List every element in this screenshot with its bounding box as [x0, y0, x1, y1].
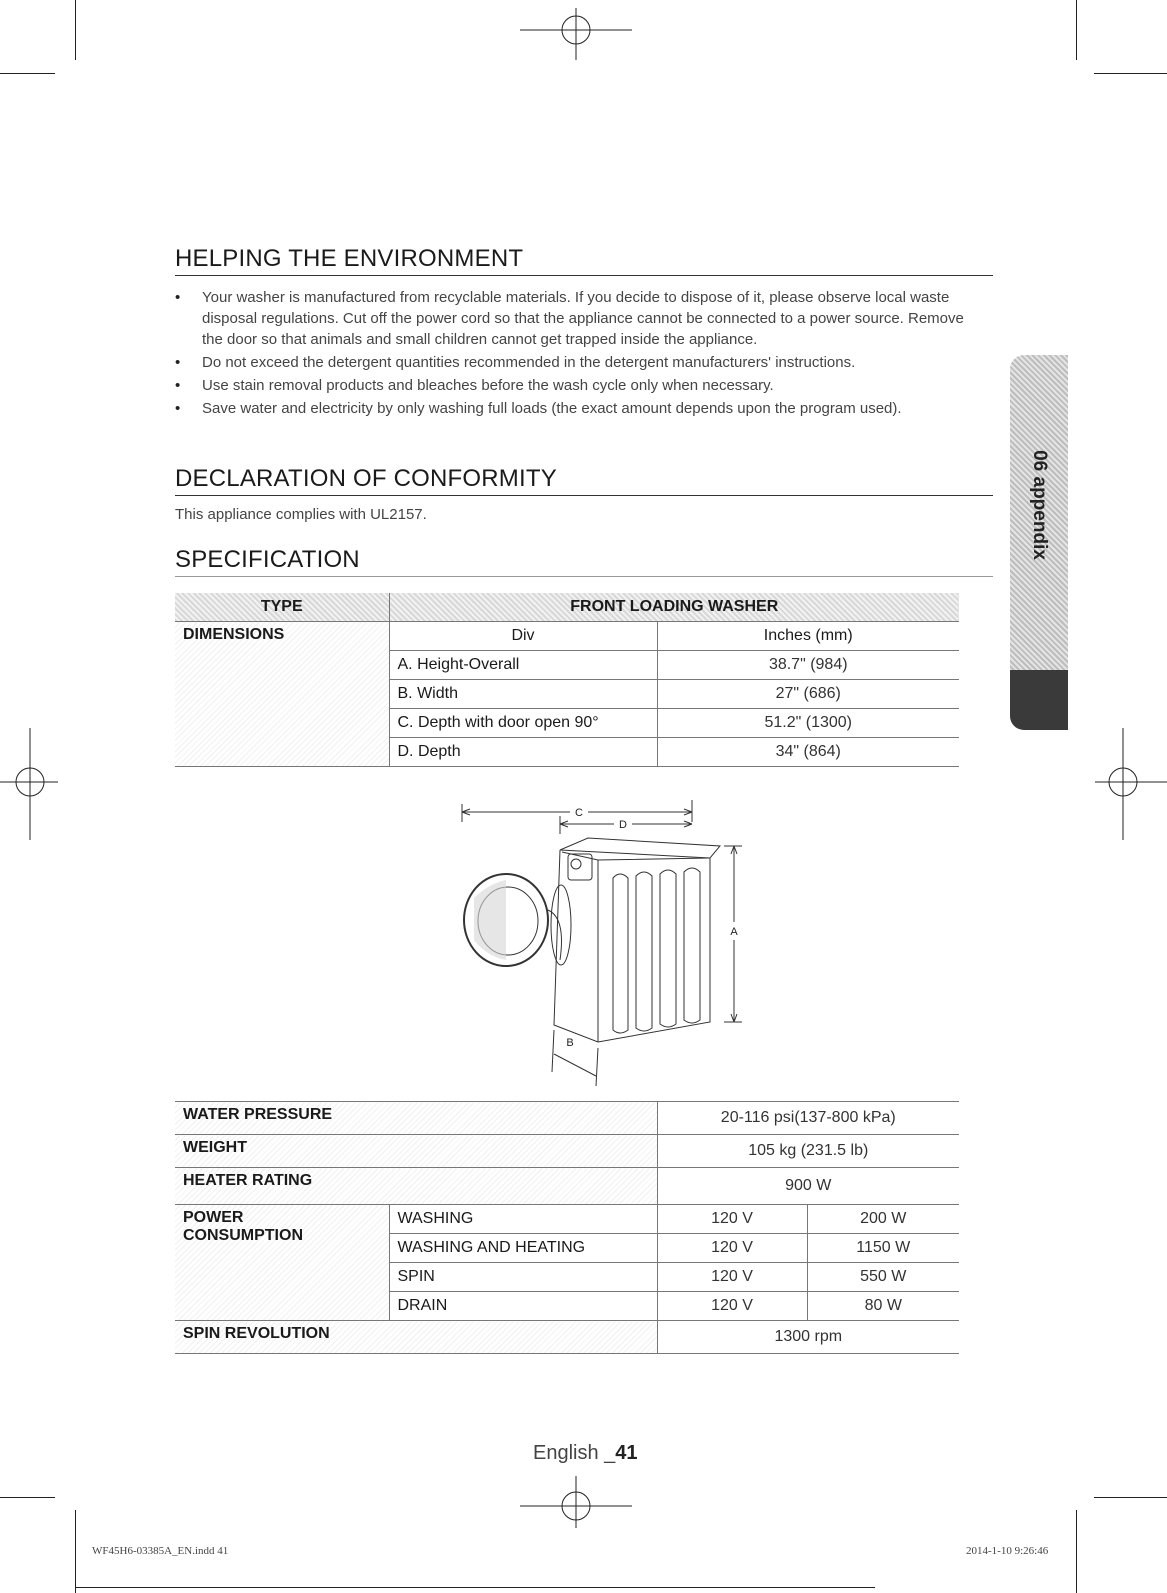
- list-item: • Do not exceed the detergent quantities recommended in the detergent manufacturers' instructions.: [175, 352, 985, 373]
- dimensions-table: [175, 593, 959, 767]
- section-title-conformity: DECLARATION OF CONFORMITY: [175, 466, 993, 496]
- weight-label: WEIGHT: [175, 1135, 657, 1168]
- power-voltage: 120 V: [657, 1234, 807, 1263]
- type-label: TYPE: [175, 593, 389, 622]
- power-watts: 550 W: [807, 1263, 959, 1292]
- crop-mark: [75, 0, 76, 60]
- crop-mark: [75, 1510, 76, 1593]
- dimension-label: A. Height-Overall: [389, 651, 657, 680]
- table-row: [175, 1321, 959, 1354]
- power-consumption-label: [175, 1205, 389, 1321]
- footer-language: English _: [533, 1442, 616, 1464]
- page-number: 41: [615, 1442, 638, 1464]
- chapter-tab-marker: [1010, 670, 1068, 730]
- chapter-tab: [1010, 355, 1068, 730]
- table-row: [175, 1168, 959, 1205]
- heater-label: HEATER RATING: [175, 1168, 657, 1205]
- water-pressure-value: 20-116 psi(137-800 kPa): [657, 1102, 959, 1135]
- specification-table: [175, 1101, 959, 1354]
- crop-mark: [1094, 1497, 1167, 1498]
- registration-mark-icon: [1095, 728, 1167, 840]
- print-slug-filename: WF45H6-03385A_EN.indd 41: [92, 1545, 229, 1557]
- power-voltage: 120 V: [657, 1263, 807, 1292]
- table-row: [175, 1102, 959, 1135]
- dimension-value: 34" (864): [657, 738, 959, 767]
- power-mode: DRAIN: [389, 1292, 657, 1321]
- dimension-value: 27" (686): [657, 680, 959, 709]
- crop-mark: [75, 1587, 875, 1588]
- div-header: Div: [389, 622, 657, 651]
- section-title-environment: HELPING THE ENVIRONMENT: [175, 246, 993, 276]
- power-watts: 1150 W: [807, 1234, 959, 1263]
- dimension-label: C. Depth with door open 90°: [389, 709, 657, 738]
- power-watts: 80 W: [807, 1292, 959, 1321]
- page-footer: [533, 1442, 638, 1465]
- power-watts: 200 W: [807, 1205, 959, 1234]
- conformity-text: This appliance complies with UL2157.: [175, 506, 427, 523]
- print-slug-timestamp: 2014-1-10 9:26:46: [966, 1545, 1049, 1557]
- table-row: [175, 622, 959, 651]
- spin-revolution-label: SPIN REVOLUTION: [175, 1321, 657, 1354]
- registration-mark-icon: [0, 728, 58, 840]
- diagram-label-b: B: [566, 1037, 574, 1049]
- table-row: [175, 593, 959, 622]
- section-title-specification: SPECIFICATION: [175, 547, 993, 577]
- power-voltage: 120 V: [657, 1205, 807, 1234]
- diagram-label-c: C: [575, 807, 583, 819]
- washer-dimension-diagram: [448, 800, 748, 1090]
- diagram-label-a: A: [730, 926, 738, 938]
- crop-mark: [0, 1497, 55, 1498]
- table-row: [175, 1205, 959, 1234]
- crop-mark: [1094, 73, 1167, 74]
- power-label-line1: POWER: [183, 1209, 244, 1226]
- power-mode: WASHING AND HEATING: [389, 1234, 657, 1263]
- power-label-line2: CONSUMPTION: [183, 1227, 303, 1244]
- list-item: • Save water and electricity by only washing full loads (the exact amount depends upon the program used).: [175, 398, 985, 419]
- registration-mark-icon: [520, 1476, 632, 1528]
- dimension-label: B. Width: [389, 680, 657, 709]
- crop-mark: [0, 73, 55, 74]
- dimension-value: 38.7" (984): [657, 651, 959, 680]
- registration-mark-icon: [520, 8, 632, 60]
- heater-value: 900 W: [657, 1168, 959, 1205]
- units-header: Inches (mm): [657, 622, 959, 651]
- list-item: • Use stain removal products and bleaches before the wash cycle only when necessary.: [175, 375, 985, 396]
- environment-list: [175, 287, 985, 421]
- spin-revolution-value: 1300 rpm: [657, 1321, 959, 1354]
- crop-mark: [1076, 1510, 1077, 1593]
- chapter-tab-label: 06 appendix: [1029, 450, 1050, 560]
- diagram-label-d: D: [619, 819, 627, 831]
- type-value: FRONT LOADING WASHER: [389, 593, 959, 622]
- list-item: • Your washer is manufactured from recyclable materials. If you decide to dispose of it, please observe local waste disposal regulations. Cut off the power cord so that the appliance cannot be connected to a power source. Remove the door so that animals and small children cannot get trapped inside the appliance.: [175, 287, 985, 350]
- weight-value: 105 kg (231.5 lb): [657, 1135, 959, 1168]
- crop-mark: [1076, 0, 1077, 60]
- dimensions-label: DIMENSIONS: [175, 622, 389, 767]
- table-row: [175, 1135, 959, 1168]
- power-mode: WASHING: [389, 1205, 657, 1234]
- power-voltage: 120 V: [657, 1292, 807, 1321]
- dimension-label: D. Depth: [389, 738, 657, 767]
- water-pressure-label: WATER PRESSURE: [175, 1102, 657, 1135]
- power-mode: SPIN: [389, 1263, 657, 1292]
- dimension-value: 51.2" (1300): [657, 709, 959, 738]
